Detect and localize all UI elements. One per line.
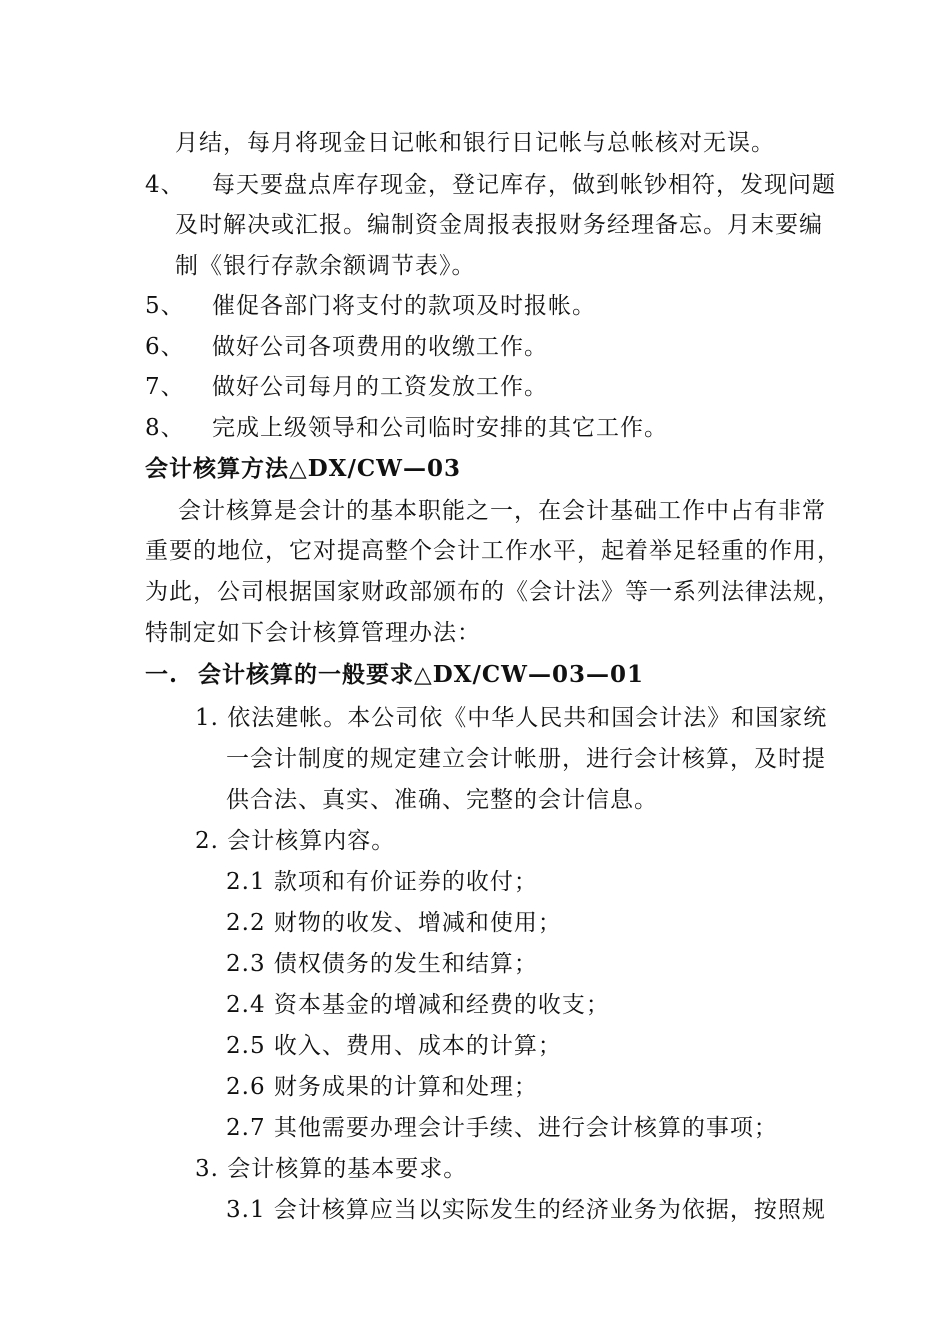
- body-line: 2. 会计核算内容。: [195, 828, 396, 854]
- section-heading: 会计核算方法△DX/CW—03: [145, 455, 462, 482]
- body-line: 3. 会计核算的基本要求。: [195, 1156, 468, 1182]
- subsection-heading: 会计核算的一般要求△DX/CW—03—01: [198, 661, 645, 688]
- body-line: 每天要盘点库存现金，登记库存，做到帐钞相符，发现问题: [212, 172, 836, 198]
- item-number: 4、: [145, 172, 185, 198]
- body-line: 一会计制度的规定建立会计帐册，进行会计核算，及时提: [226, 746, 826, 772]
- body-line: 2.3 债权债务的发生和结算；: [226, 951, 538, 977]
- body-line: 2.6 财务成果的计算和处理；: [226, 1074, 538, 1100]
- item-number: 7、: [145, 374, 185, 400]
- body-line: 2.7 其他需要办理会计手续、进行会计核算的事项；: [226, 1115, 778, 1141]
- body-line: 特制定如下会计核算管理办法：: [145, 620, 481, 646]
- body-line: 3.1 会计核算应当以实际发生的经济业务为依据，按照规: [226, 1197, 826, 1223]
- body-line: 为此，公司根据国家财政部颁布的《会计法》等一系列法律法规，: [145, 579, 841, 605]
- item-number: 6、: [145, 334, 185, 360]
- body-line: 1. 依法建帐。本公司依《中华人民共和国会计法》和国家统: [195, 705, 828, 731]
- item-number: 5、: [145, 293, 185, 319]
- body-line: 2.5 收入、费用、成本的计算；: [226, 1033, 562, 1059]
- body-line: 2.2 财物的收发、增减和使用；: [226, 910, 562, 936]
- list-item-7: [145, 372, 185, 402]
- body-line: 会计核算是会计的基本职能之一，在会计基础工作中占有非常: [178, 498, 826, 524]
- body-line: 2.4 资本基金的增减和经费的收支；: [226, 992, 610, 1018]
- list-item-6: [145, 332, 185, 362]
- body-line: 完成上级领导和公司临时安排的其它工作。: [212, 415, 668, 441]
- body-line: 2.1 款项和有价证券的收付；: [226, 869, 538, 895]
- body-line: 做好公司每月的工资发放工作。: [212, 374, 548, 400]
- body-line: 月结，每月将现金日记帐和银行日记帐与总帐核对无误。: [175, 130, 775, 156]
- body-line: 制《银行存款余额调节表》。: [175, 253, 476, 279]
- list-item-8: [145, 413, 185, 443]
- body-line: 及时解决或汇报。编制资金周报表报财务经理备忘。月末要编: [175, 212, 823, 238]
- item-number: 8、: [145, 415, 185, 441]
- body-line: 做好公司各项费用的收缴工作。: [212, 334, 548, 360]
- body-line: 催促各部门将支付的款项及时报帐。: [212, 293, 596, 319]
- list-item-4: [145, 170, 185, 200]
- body-line: 重要的地位，它对提高整个会计工作水平，起着举足轻重的作用，: [145, 538, 841, 564]
- subsection-number: 一.: [145, 661, 179, 688]
- list-item-5: [145, 291, 185, 321]
- body-line: 供合法、真实、准确、完整的会计信息。: [226, 787, 658, 813]
